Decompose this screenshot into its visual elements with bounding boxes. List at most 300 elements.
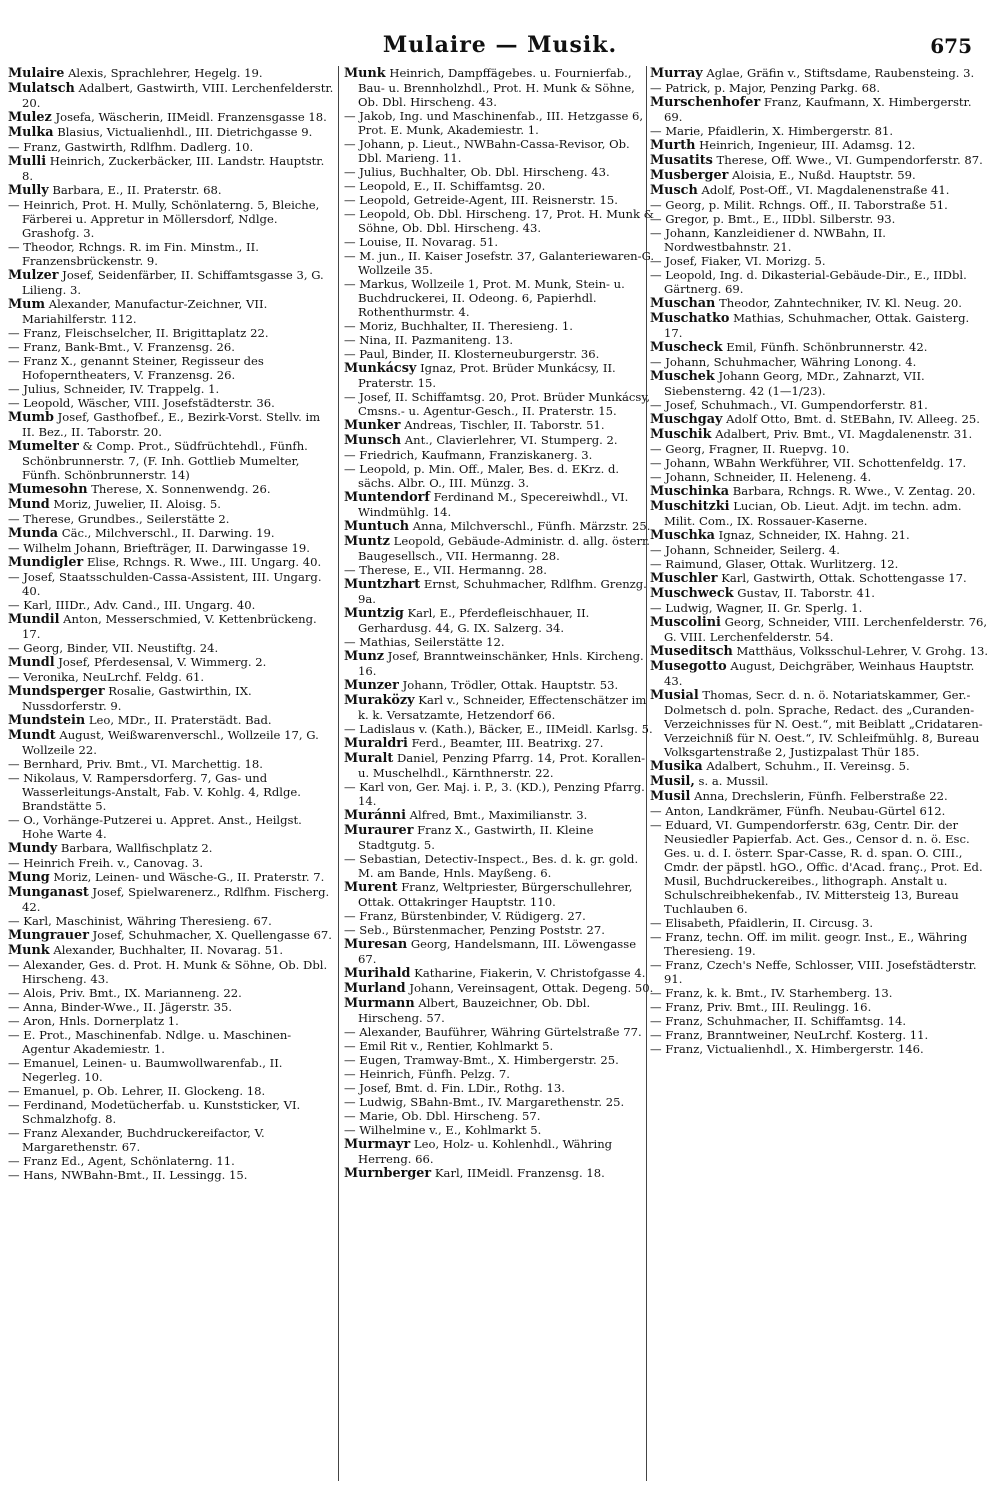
entry-details: Karl, E., Pferdefleischhauer, II. Gerhardusg. 44, G. IX. Salzerg. 34. <box>358 606 590 635</box>
entry-surname: Munker <box>344 418 401 433</box>
directory-entry <box>650 470 990 484</box>
entry-surname: Mum <box>8 297 46 312</box>
entry-details: Heinrich, Dampffägebes. u. Fournierfab., Bau- u. Brennholzhdl., Prot. H. Munk & Söhne, Ob. Dbl. Hirscheng. 43. <box>358 66 635 109</box>
directory-entry <box>8 526 334 541</box>
entry-details: — Alexander, Bauführer, Währing Gürtelstraße 77. <box>344 1025 642 1039</box>
entry-details: Alexander, Manufactur-Zeichner, VII. Mariahilferstr. 112. <box>22 297 268 326</box>
directory-entry <box>8 297 334 326</box>
directory-entry <box>344 678 656 693</box>
directory-entry <box>8 684 334 713</box>
entry-surname: Muschitzki <box>650 499 730 514</box>
directory-entry <box>8 1028 334 1056</box>
entry-details: — Patrick, p. Major, Penzing Parkg. 68. <box>650 81 881 95</box>
directory-entry <box>344 780 656 808</box>
directory-entry <box>8 885 334 914</box>
entry-details: — Heinrich Freih. v., Canovag. 3. <box>8 856 204 870</box>
directory-entry <box>344 1123 656 1137</box>
page-header <box>0 28 1000 62</box>
directory-entry <box>344 606 656 635</box>
entry-details: — Georg, p. Milit. Rchngs. Off., II. Taborstraße 51. <box>650 198 948 212</box>
entry-details: Theodor, Zahntechniker, IV. Kl. Neug. 20. <box>719 296 962 310</box>
entry-surname: Munk <box>344 66 386 81</box>
entry-surname: Muschan <box>650 296 716 311</box>
entry-details: Gustav, II. Taborstr. 41. <box>737 586 875 600</box>
directory-entry <box>650 369 990 398</box>
entry-surname: Mulatsch <box>8 81 75 96</box>
directory-entry <box>650 81 990 95</box>
entry-surname: Mumb <box>8 410 54 425</box>
entry-details: Alexander, Buchhalter, II. Novarag. 51. <box>53 943 284 957</box>
entry-surname: Musatits <box>650 153 713 168</box>
entry-details: — Ludwig, SBahn-Bmt., IV. Margarethenstr. 25. <box>344 1095 625 1109</box>
directory-entry <box>344 1039 656 1053</box>
entry-details: Barbara, E., II. Praterstr. 68. <box>52 183 222 197</box>
entry-surname: Muresan <box>344 937 408 952</box>
entry-details: — Josef, Fiaker, VI. Morizg. 5. <box>650 254 826 268</box>
directory-entry <box>8 728 334 757</box>
entry-details: — Heinrich, Fünfh. Pelzg. 7. <box>344 1067 510 1081</box>
entry-surname: Murth <box>650 138 696 153</box>
entry-surname: Munkácsy <box>344 361 417 376</box>
entry-surname: Murihald <box>344 966 411 981</box>
entry-details: Emil, Fünfh. Schönbrunnerstr. 42. <box>726 340 928 354</box>
directory-entry <box>650 268 990 296</box>
entry-details: Daniel, Penzing Pfarrg. 14, Prot. Korallen- u. Muschelhdl., Kärnthnerstr. 22. <box>358 751 646 780</box>
entry-surname: Muralt <box>344 751 394 766</box>
entry-details: — Anna, Binder-Wwe., II. Jägerstr. 35. <box>8 1000 233 1014</box>
entry-details: Josef, Pferdesensal, V. Wimmerg. 2. <box>58 655 267 669</box>
directory-entry <box>8 570 334 598</box>
directory-entry <box>8 1168 334 1182</box>
entry-surname: Mundigler <box>8 555 84 570</box>
entry-surname: Muraurer <box>344 823 414 838</box>
entry-details: Ignaz, Prot. Brüder Munkácsy, II. Praterstr. 15. <box>358 361 616 390</box>
entry-details: Ernst, Schuhmacher, Rdlfhm. Grenzg. 9a. <box>358 577 647 606</box>
entry-details: Anton, Messerschmied, V. Kettenbrückeng. 17. <box>22 612 317 641</box>
entry-details: — Johann, Kanzleidiener d. NWBahn, II. Nordwestbahnstr. 21. <box>650 226 886 254</box>
entry-details: Karl, IIMeidl. Franzensg. 18. <box>434 1166 605 1180</box>
entry-surname: Muscolini <box>650 615 721 630</box>
directory-entry <box>650 1014 990 1028</box>
directory-entry <box>8 914 334 928</box>
directory-entry <box>344 577 656 606</box>
directory-entry <box>650 168 990 183</box>
directory-entry <box>8 1154 334 1168</box>
directory-entry <box>344 736 656 751</box>
entry-details: — Leopold, Getreide-Agent, III. Reisnerstr. 15. <box>344 193 618 207</box>
entry-surname: Murmann <box>344 996 415 1011</box>
entry-details: Moriz, Juwelier, II. Aloisg. 5. <box>53 497 221 511</box>
entry-details: — Sebastian, Detectiv-Inspect., Bes. d. k. gr. gold. M. am Bande, Hnls. Mayßeng. 6. <box>344 852 639 880</box>
entry-surname: Musegotto <box>650 659 727 674</box>
directory-entry <box>344 207 656 235</box>
entry-surname: Muránni <box>344 808 406 823</box>
directory-entry <box>344 534 656 563</box>
entry-details: s. a. Mussil. <box>698 774 769 788</box>
entry-surname: Musil <box>650 789 691 804</box>
directory-entry <box>344 937 656 966</box>
directory-entry <box>8 841 334 856</box>
entry-surname: Murray <box>650 66 703 81</box>
directory-entry <box>8 1014 334 1028</box>
entry-details: August, Deichgräber, Weinhaus Hauptstr. 43. <box>664 659 975 688</box>
directory-entry <box>344 137 656 165</box>
entry-details: — Emanuel, Leinen- u. Baumwollwarenfab., II. Negerleg. 10. <box>8 1056 283 1084</box>
entry-details: — Franz, Victualienhdl., X. Himbergerstr. 146. <box>650 1042 924 1056</box>
directory-entry <box>650 138 990 153</box>
entry-surname: Mumelter <box>8 439 79 454</box>
entry-details: Karl, Gastwirth, Ottak. Schottengasse 17. <box>721 571 967 585</box>
entry-details: — Mathias, Seilerstätte 12. <box>344 635 505 649</box>
directory-entry <box>8 670 334 684</box>
entry-details: — Karl von, Ger. Maj. i. P., 3. (KD.), Penzing Pfarrg. 14. <box>344 780 645 808</box>
entry-details: — Marie, Pfaidlerin, X. Himbergerstr. 81. <box>650 124 894 138</box>
entry-details: Anna, Milchverschl., Fünfh. Märzstr. 25. <box>412 519 651 533</box>
entry-details: — Louise, II. Novarag. 51. <box>344 235 499 249</box>
directory-entry <box>650 818 990 916</box>
entry-details: — Hans, NWBahn-Bmt., II. Lessingg. 15. <box>8 1168 248 1182</box>
directory-entry <box>8 958 334 986</box>
directory-entry <box>8 757 334 771</box>
directory-entry <box>344 347 656 361</box>
entry-surname: Munda <box>8 526 59 541</box>
entry-details: — Nikolaus, V. Rampersdorferg. 7, Gas- und Wasserleitungs-Anstalt, Fab. V. Kohlg. 4, Rdlge. Brandstätte 5. <box>8 771 301 813</box>
directory-entry <box>8 482 334 497</box>
entry-details: — Johann, Schneider, Seilerg. 4. <box>650 543 840 557</box>
entry-details: — Wilhelm Johann, Briefträger, II. Darwingasse 19. <box>8 541 310 555</box>
entry-details: — Georg, Binder, VII. Neustiftg. 24. <box>8 641 219 655</box>
directory-entry <box>344 1137 656 1166</box>
directory-entry <box>650 774 990 789</box>
directory-entry <box>650 615 990 644</box>
directory-entry <box>344 722 656 736</box>
directory-entry <box>650 499 990 528</box>
entry-surname: Muntendorf <box>344 490 430 505</box>
directory-entry <box>8 655 334 670</box>
directory-entry <box>650 528 990 543</box>
directory-entry <box>650 412 990 427</box>
directory-entry <box>344 966 656 981</box>
directory-entry <box>650 930 990 958</box>
entry-surname: Murland <box>344 981 406 996</box>
directory-entry <box>344 880 656 909</box>
entry-details: Franz, Kaufmann, X. Himbergerstr. 69. <box>664 95 972 124</box>
entry-surname: Musil, <box>650 774 695 789</box>
entry-details: — Therese, Grundbes., Seilerstätte 2. <box>8 512 230 526</box>
directory-entry <box>344 909 656 923</box>
entry-surname: Mundstein <box>8 713 86 728</box>
directory-entry <box>650 296 990 311</box>
entry-surname: Murschenhofer <box>650 95 761 110</box>
entry-details: Josef, Branntweinschänker, Hnls. Kircheng. 16. <box>358 649 644 678</box>
directory-entry <box>344 1081 656 1095</box>
entry-details: Johann, Trödler, Ottak. Hauptstr. 53. <box>402 678 619 692</box>
directory-entry <box>650 804 990 818</box>
entry-details: Adalbert, Priv. Bmt., VI. Magdalenenstr. 31. <box>715 427 973 441</box>
directory-entry <box>8 986 334 1000</box>
directory-entry <box>344 249 656 277</box>
directory-entry <box>650 1028 990 1042</box>
entry-details: — Markus, Wollzeile 1, Prot. M. Munk, Stein- u. Buchdruckerei, II. Odeong. 6, Papierhdl. Rothenthurmstr. 4. <box>344 277 625 319</box>
entry-details: — E. Prot., Maschinenfab. Ndlge. u. Maschinen-Agentur Akademiestr. 1. <box>8 1028 292 1056</box>
entry-details: — Alexander, Ges. d. Prot. H. Munk & Söhne, Ob. Dbl. Hirscheng. 43. <box>8 958 328 986</box>
entry-details: — Gregor, p. Bmt., E., IIDbl. Silberstr. 93. <box>650 212 896 226</box>
entry-details: — Aron, Hnls. Dornerplatz 1. <box>8 1014 179 1028</box>
entry-surname: Munzer <box>344 678 399 693</box>
entry-details: — Ladislaus v. (Kath.), Bäcker, E., IIMeidl. Karlsg. 5. <box>344 722 653 736</box>
directory-entry <box>8 183 334 198</box>
entry-details: Andreas, Tischler, II. Taborstr. 51. <box>404 418 605 432</box>
entry-details: — Julius, Buchhalter, Ob. Dbl. Hirscheng. 43. <box>344 165 610 179</box>
entry-details: Josefa, Wäscherin, IIMeidl. Franzensgasse 18. <box>55 110 327 124</box>
directory-entry <box>650 95 990 124</box>
directory-entry <box>344 179 656 193</box>
entry-details: Anna, Drechslerin, Fünfh. Felberstraße 22. <box>694 789 948 803</box>
directory-entry <box>650 688 990 759</box>
directory-entry <box>650 153 990 168</box>
directory-entry <box>344 981 656 996</box>
entry-details: — Franz X., genannt Steiner, Regisseur des Hofoperntheaters, V. Franzensg. 26. <box>8 354 264 382</box>
directory-entry <box>8 439 334 482</box>
entry-surname: Muraldri <box>344 736 408 751</box>
entry-details: Mathias, Schuhmacher, Ottak. Gaisterg. 17. <box>664 311 970 340</box>
entry-details: Franz, Weltpriester, Bürgerschullehrer, Ottak. Ottakringer Hauptstr. 110. <box>358 880 633 909</box>
entry-details: Aloisia, E., Nußd. Hauptstr. 59. <box>732 168 916 182</box>
entry-surname: Musika <box>650 759 703 774</box>
directory-entry <box>650 355 990 369</box>
entry-details: Adalbert, Schuhm., II. Vereinsg. 5. <box>706 759 910 773</box>
entry-details: Cäc., Milchverschl., II. Darwing. 19. <box>61 526 275 540</box>
directory-entry <box>344 1067 656 1081</box>
entry-details: Matthäus, Volksschul-Lehrer, V. Grohg. 13. <box>736 644 989 658</box>
entry-surname: Mundl <box>8 655 55 670</box>
directory-entry <box>344 649 656 678</box>
entry-details: — Johann, p. Lieut., NWBahn-Cassa-Revisor, Ob. Dbl. Marieng. 11. <box>344 137 630 165</box>
directory-entry <box>650 398 990 412</box>
entry-surname: Muscheck <box>650 340 723 355</box>
entry-surname: Muschweck <box>650 586 734 601</box>
entry-details: — Veronika, NeuLrchf. Feldg. 61. <box>8 670 205 684</box>
entry-details: — Nina, II. Pazmaniteng. 13. <box>344 333 514 347</box>
entry-details: Blasius, Victualienhdl., III. Dietrichgasse 9. <box>57 125 313 139</box>
entry-surname: Munsch <box>344 433 402 448</box>
entry-details: — Karl, IIIDr., Adv. Cand., III. Ungarg. 40. <box>8 598 256 612</box>
directory-entry <box>344 490 656 519</box>
directory-entry <box>344 693 656 722</box>
entry-details: — Therese, E., VII. Hermanng. 28. <box>344 563 547 577</box>
directory-entry <box>344 635 656 649</box>
directory-entry <box>8 856 334 870</box>
entry-details: — Franz, Czech's Neffe, Schlosser, VIII. Josefstädterstr. 91. <box>650 958 977 986</box>
directory-entry <box>8 154 334 183</box>
entry-details: — Marie, Ob. Dbl. Hirscheng. 57. <box>344 1109 541 1123</box>
entry-details: — O., Vorhänge-Putzerei u. Appret. Anst., Heilgst. Hohe Warte 4. <box>8 813 302 841</box>
directory-entry <box>8 382 334 396</box>
entry-surname: Muschgay <box>650 412 723 427</box>
directory-entry <box>344 1095 656 1109</box>
entry-details: Leo, Holz- u. Kohlenhdl., Währing Herreng. 66. <box>358 1137 613 1166</box>
entry-details: — Franz, Schuhmacher, II. Schiffamtsg. 14. <box>650 1014 907 1028</box>
entry-details: Aglae, Gräfin v., Stiftsdame, Raubensteing. 3. <box>706 66 975 80</box>
entry-details: Adalbert, Gastwirth, VIII. Lerchenfelderstr. 20. <box>22 81 334 110</box>
directory-entry <box>650 254 990 268</box>
entry-details: Leopold, Gebäude-Administr. d. allg. österr. Baugesellsch., VII. Hermanng. 28. <box>358 534 650 563</box>
entry-details: Katharine, Fiakerin, V. Christofgasse 4. <box>414 966 646 980</box>
entry-details: August, Weißwarenverschl., Wollzeile 17, G. Wollzeile 22. <box>22 728 319 757</box>
directory-entry <box>650 1000 990 1014</box>
directory-entry <box>650 601 990 615</box>
entry-surname: Mund <box>8 497 50 512</box>
directory-entry <box>8 943 334 958</box>
directory-entry <box>344 823 656 852</box>
entry-surname: Mundil <box>8 612 60 627</box>
entry-details: — Anton, Landkrämer, Fünfh. Neubau-Gürtel 612. <box>650 804 946 818</box>
entry-details: — Franz, Gastwirth, Rdlfhm. Dadlerg. 10. <box>8 140 254 154</box>
entry-details: — Johann, Schuhmacher, Währing Lonong. 4. <box>650 355 917 369</box>
entry-surname: Musch <box>650 183 698 198</box>
entry-details: Ignaz, Schneider, IX. Hahng. 21. <box>718 528 910 542</box>
directory-entry <box>650 759 990 774</box>
directory-entry <box>650 484 990 499</box>
entry-details: Lucian, Ob. Lieut. Adjt. im techn. adm. Milit. Com., IX. Rossauer-Kaserne. <box>664 499 962 528</box>
directory-entry <box>650 986 990 1000</box>
entry-details: — Heinrich, Prot. H. Mully, Schönlaterng. 5, Bleiche, Färberei u. Appretur in Möllersdorf, Ndlge. Grashofg. 3. <box>8 198 320 240</box>
directory-entry <box>8 240 334 268</box>
entry-details: Franz X., Gastwirth, II. Kleine Stadtgutg. 5. <box>358 823 594 852</box>
directory-entry <box>8 140 334 154</box>
directory-entry <box>8 125 334 140</box>
entry-details: Ferd., Beamter, III. Beatrixg. 27. <box>411 736 604 750</box>
directory-entry <box>650 958 990 986</box>
entry-details: — Leopold, Wäscher, VIII. Josefstädterstr. 36. <box>8 396 275 410</box>
entry-surname: Mulzer <box>8 268 59 283</box>
column-divider <box>338 66 339 1481</box>
entry-details: — Franz, Bürstenbinder, V. Rüdigerg. 27. <box>344 909 586 923</box>
entry-details: Alfred, Bmt., Maximilianstr. 3. <box>409 808 588 822</box>
entry-details: — Leopold, Ob. Dbl. Hirscheng. 17, Prot. H. Munk & Söhne, Ob. Dbl. Hirscheng. 43. <box>344 207 654 235</box>
entry-surname: Muschinka <box>650 484 730 499</box>
directory-entry <box>650 427 990 442</box>
entry-surname: Muntuch <box>344 519 410 534</box>
entry-details: — Leopold, Ing. d. Dikasterial-Gebäude-Dir., E., IIDbl. Gärtnerg. 69. <box>650 268 967 296</box>
entry-details: — Franz Alexander, Buchdruckereifactor, V. Margarethenstr. 67. <box>8 1126 265 1154</box>
directory-entry <box>650 311 990 340</box>
entry-surname: Muschka <box>650 528 715 543</box>
entry-details: — Eduard, VI. Gumpendorferstr. 63g, Centr. Dir. der Neusiedler Papierfab. Act. Ges., Censor d. n. ö. Esc. Ges. u. d. I. österr. Spar-Casse, R. d. span. O. CIII., Cmdr. der päpstl. hGO., Offic. d'Acad. franç., Prot. Ed. Musil, Buchdruckereibes., lithograph. Anstalt u. Schulschreibhekenfab., IV. Mittersteig 13, Bureau Tuchlauben 6. <box>650 818 983 916</box>
directory-entry <box>344 235 656 249</box>
entry-surname: Musberger <box>650 168 729 183</box>
entry-details: Heinrich, Zuckerbäcker, III. Landstr. Hauptstr. 8. <box>22 154 325 183</box>
entry-details: — Elisabeth, Pfaidlerin, II. Circusg. 3. <box>650 916 874 930</box>
directory-entry <box>344 165 656 179</box>
entry-surname: Mundsperger <box>8 684 105 699</box>
directory-entry <box>344 277 656 319</box>
entry-surname: Mulaire <box>8 66 65 81</box>
entry-details: — Moriz, Buchhalter, II. Theresieng. 1. <box>344 319 573 333</box>
directory-entry <box>650 644 990 659</box>
entry-details: Josef, Seidenfärber, II. Schiffamtsgasse 3, G. Lilieng. 3. <box>22 268 324 297</box>
entry-details: Barbara, Wallfischplatz 2. <box>60 841 213 855</box>
directory-entry <box>8 110 334 125</box>
directory-entry <box>650 442 990 456</box>
entry-surname: Muntzig <box>344 606 404 621</box>
directory-entry <box>344 319 656 333</box>
entry-details: — Karl, Maschinist, Währing Theresieng. 67. <box>8 914 272 928</box>
directory-entry <box>8 497 334 512</box>
entry-surname: Mumesohn <box>8 482 88 497</box>
entry-surname: Muschek <box>650 369 715 384</box>
directory-entry <box>344 1109 656 1123</box>
entry-details: — Ludwig, Wagner, II. Gr. Sperlg. 1. <box>650 601 863 615</box>
column-3 <box>650 66 990 1481</box>
column-2 <box>344 66 656 1481</box>
entry-details: — Eugen, Tramway-Bmt., X. Himbergerstr. 25. <box>344 1053 619 1067</box>
entry-surname: Mundy <box>8 841 58 856</box>
entry-details: Barbara, Rchngs. R. Wwe., V. Zentag. 20. <box>732 484 976 498</box>
entry-details: — Franz, techn. Off. im milit. geogr. Inst., E., Währing Theresieng. 19. <box>650 930 968 958</box>
entry-details: — Paul, Binder, II. Klosterneuburgerstr. 36. <box>344 347 600 361</box>
directory-entry <box>8 1098 334 1126</box>
entry-surname: Murmayr <box>344 1137 411 1152</box>
directory-entry <box>8 1056 334 1084</box>
entry-surname: Musial <box>650 688 699 703</box>
directory-entry <box>344 66 656 109</box>
directory-entry <box>344 923 656 937</box>
directory-entry <box>344 418 656 433</box>
entry-surname: Muschatko <box>650 311 730 326</box>
directory-entry <box>344 433 656 448</box>
entry-details: Leo, MDr., II. Praterstädt. Bad. <box>88 713 272 727</box>
entry-details: — Leopold, E., II. Schiffamtsg. 20. <box>344 179 546 193</box>
entry-surname: Muntz <box>344 534 390 549</box>
directory-entry <box>8 928 334 943</box>
directory-entry <box>650 66 990 81</box>
entry-details: — Alois, Priv. Bmt., IX. Marianneng. 22. <box>8 986 242 1000</box>
entry-details: — Ferdinand, Modetücherfab. u. Kunststicker, VI. Schmalzhofg. 8. <box>8 1098 301 1126</box>
directory-entry <box>8 870 334 885</box>
entry-surname: Munganast <box>8 885 89 900</box>
entry-surname: Museditsch <box>650 644 733 659</box>
entry-details: — Josef, Staatsschulden-Cassa-Assistent, III. Ungarg. 40. <box>8 570 322 598</box>
directory-entry <box>8 1084 334 1098</box>
directory-entry <box>8 340 334 354</box>
entry-details: — Emanuel, p. Ob. Lehrer, II. Glockeng. 18. <box>8 1084 266 1098</box>
entry-details: Josef, Schuhmacher, X. Quellengasse 67. <box>92 928 332 942</box>
directory-entry <box>650 586 990 601</box>
entry-details: — Theodor, Rchngs. R. im Fin. Minstm., II. Franzensbrückenstr. 9. <box>8 240 259 268</box>
entry-details: — Julius, Schneider, IV. Trappelg. 1. <box>8 382 220 396</box>
entry-details: — Wilhelmine v., E., Kohlmarkt 5. <box>344 1123 542 1137</box>
directory-entry <box>8 713 334 728</box>
entry-surname: Mully <box>8 183 49 198</box>
directory-entry <box>650 571 990 586</box>
directory-entry <box>344 1166 656 1181</box>
directory-entry <box>344 1053 656 1067</box>
directory-entry <box>650 340 990 355</box>
entry-details: Adolf, Post-Off., VI. Magdalenenstraße 41. <box>701 183 950 197</box>
entry-details: — Seb., Bürstenmacher, Penzing Poststr. 27. <box>344 923 605 937</box>
entry-details: — Georg, Fragner, II. Ruepvg. 10. <box>650 442 850 456</box>
entry-surname: Muntzhart <box>344 577 421 592</box>
entry-details: — Bernhard, Priv. Bmt., VI. Marchettig. 18. <box>8 757 263 771</box>
directory-entry <box>650 557 990 571</box>
entry-surname: Mulka <box>8 125 54 140</box>
directory-entry <box>650 916 990 930</box>
directory-entry <box>650 543 990 557</box>
entry-details: Johann, Vereinsagent, Ottak. Degeng. 50. <box>409 981 654 995</box>
entry-details: — Franz, Branntweiner, NeuLrchf. Kosterg. 11. <box>650 1028 929 1042</box>
entry-details: — Emil Rit v., Rentier, Kohlmarkt 5. <box>344 1039 554 1053</box>
